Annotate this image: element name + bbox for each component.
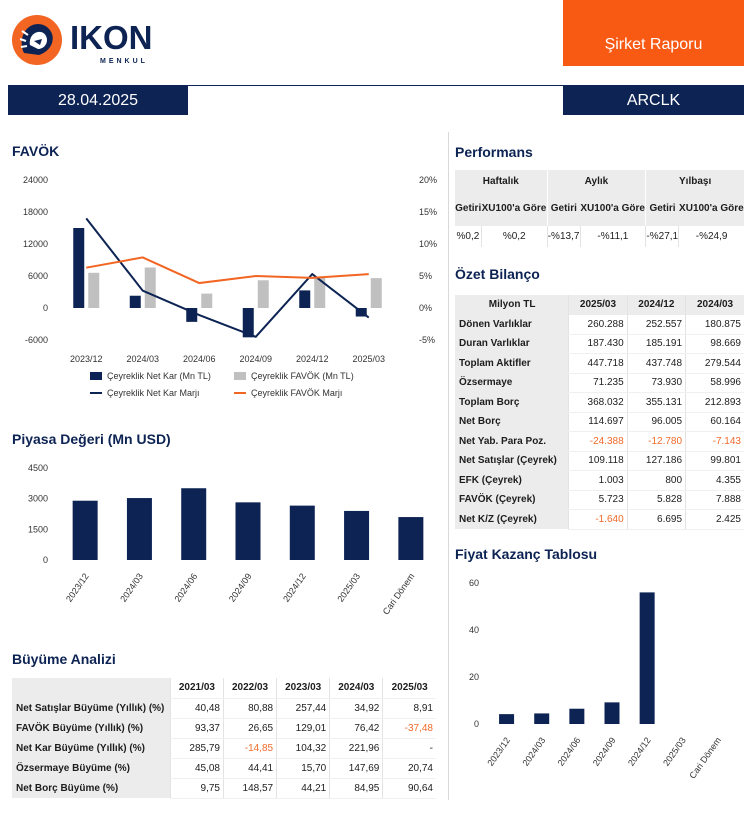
- performance-subheader-row: [455, 192, 744, 226]
- performance-subheader: Getiri: [646, 192, 679, 226]
- performance-value: %0,2: [481, 226, 547, 247]
- pe-tick: 60: [468, 578, 479, 588]
- pe-bar: [569, 709, 584, 724]
- balance-cell: 5.828: [627, 490, 685, 510]
- balance-column-header: 2025/03: [569, 295, 627, 315]
- growth-cell: 257,44: [277, 698, 330, 718]
- market-value-x-label: Cari Dönem: [380, 571, 417, 617]
- balance-cell: 260.288: [569, 315, 627, 335]
- balance-cell: 127.186: [627, 451, 685, 471]
- balance-cell: 252.557: [627, 315, 685, 335]
- balance-row: [455, 393, 744, 413]
- performance-subheader: XU100'a Göre: [580, 192, 646, 226]
- favok-left-tick: 18000: [22, 207, 48, 217]
- balance-row-label: Toplam Aktifler: [455, 354, 569, 374]
- pe-bar: [640, 592, 655, 724]
- performance-group-weekly: Haftalık: [455, 170, 547, 192]
- balance-cell: 96.005: [627, 412, 685, 432]
- performance-subheader: Getiri: [455, 192, 481, 226]
- market-value-x-label: 2023/12: [63, 571, 91, 604]
- balance-row-label: Net K/Z (Çeyrek): [455, 510, 569, 530]
- performance-value: -%13,7: [547, 226, 580, 247]
- growth-cell: 221,96: [330, 738, 383, 758]
- balance-cell: -7.143: [686, 432, 744, 452]
- growth-cell: 76,42: [330, 718, 383, 738]
- balance-row-label: Toplam Borç: [455, 393, 569, 413]
- balance-table: [455, 295, 744, 530]
- balance-cell: 114.697: [569, 412, 627, 432]
- company-logo: [12, 15, 172, 65]
- balance-cell: 60.164: [686, 412, 744, 432]
- growth-cell: -: [383, 738, 436, 758]
- performance-subheader: XU100'a Göre: [481, 192, 547, 226]
- balance-row-label: Duran Varlıklar: [455, 334, 569, 354]
- balance-row: [455, 412, 744, 432]
- growth-cell: 9,75: [170, 778, 223, 798]
- growth-cell: -37,48: [383, 718, 436, 738]
- net-profit-bar: [299, 290, 310, 308]
- balance-cell: 447.718: [569, 354, 627, 374]
- net-profit-bar: [73, 228, 84, 308]
- market-value-title: Piyasa Değeri (Mn USD): [12, 431, 171, 447]
- balance-cell: 7.888: [686, 490, 744, 510]
- market-value-x-label: 2025/03: [335, 571, 363, 604]
- pe-x-label: Cari Dönem: [687, 735, 724, 781]
- pe-x-label: 2024/09: [590, 735, 618, 768]
- growth-cell: -14,85: [223, 738, 276, 758]
- balance-row: [455, 432, 744, 452]
- legend-swatch: [234, 372, 246, 380]
- growth-cell: 15,70: [277, 758, 330, 778]
- market-value-tick: 3000: [27, 493, 48, 504]
- legend-label: Çeyreklik Net Kar (Mn TL): [107, 371, 211, 381]
- favok-title: FAVÖK: [12, 143, 60, 159]
- legend-swatch: [90, 372, 102, 380]
- balance-header-row: [455, 295, 744, 315]
- pe-tick: 40: [468, 625, 479, 635]
- favok-right-tick: 20%: [419, 175, 438, 185]
- performance-group-ytd: Yılbaşı: [646, 170, 744, 192]
- growth-table: [12, 678, 436, 799]
- growth-cell: 104,32: [277, 738, 330, 758]
- logo-wordmark: IKON: [70, 19, 153, 56]
- favok-bar: [145, 267, 156, 308]
- pe-tick: 20: [468, 672, 479, 682]
- growth-row-label: Net Kar Büyüme (Yıllık) (%): [12, 738, 170, 758]
- growth-cell: 44,21: [277, 778, 330, 798]
- growth-cell: 40,48: [170, 698, 223, 718]
- favok-chart: [12, 168, 442, 408]
- balance-cell: 2.425: [686, 510, 744, 530]
- market-value-x-label: 2024/09: [226, 571, 254, 604]
- balance-header-label: Milyon TL: [455, 295, 569, 315]
- growth-cell: 148,57: [223, 778, 276, 798]
- pe-bar: [605, 702, 620, 724]
- balance-cell: 355.131: [627, 393, 685, 413]
- balance-row: [455, 510, 744, 530]
- growth-row-label: Net Borç Büyüme (%): [12, 778, 170, 798]
- pe-x-label: 2024/03: [520, 735, 548, 768]
- pe-x-label: 2025/03: [661, 735, 688, 768]
- balance-row: [455, 451, 744, 471]
- favok-left-tick: 12000: [22, 239, 48, 249]
- pe-tick: 0: [473, 719, 479, 729]
- performance-group-monthly: Aylık: [547, 170, 646, 192]
- balance-row: [455, 373, 744, 393]
- column-divider: [448, 132, 449, 800]
- market-value-chart: [12, 458, 442, 638]
- pe-x-label: 2024/12: [625, 735, 653, 768]
- growth-row-label: Özsermaye Büyüme (%): [12, 758, 170, 778]
- balance-row: [455, 315, 744, 335]
- favok-right-tick: 0%: [419, 303, 433, 313]
- balance-cell: 279.544: [686, 354, 744, 374]
- growth-cell: 45,08: [170, 758, 223, 778]
- performance-value-row: [455, 226, 744, 247]
- balance-cell: 6.695: [627, 510, 685, 530]
- growth-cell: 26,65: [223, 718, 276, 738]
- balance-cell: 4.355: [686, 471, 744, 491]
- growth-column-header: 2022/03: [223, 678, 276, 698]
- favok-left-tick: 6000: [27, 271, 48, 281]
- favok-x-label: 2024/06: [182, 354, 216, 364]
- market-value-bar: [290, 506, 315, 560]
- balance-cell: 1.003: [569, 471, 627, 491]
- favok-right-tick: 10%: [419, 239, 438, 249]
- balance-cell: 5.723: [569, 490, 627, 510]
- market-value-x-label: 2024/03: [118, 571, 146, 604]
- balance-column-header: 2024/03: [686, 295, 744, 315]
- favok-right-tick: -5%: [419, 335, 436, 345]
- legend-label: Çeyreklik FAVÖK Marjı: [251, 388, 343, 398]
- market-value-bar: [73, 501, 98, 560]
- balance-cell: 58.996: [686, 373, 744, 393]
- growth-cell: 44,41: [223, 758, 276, 778]
- growth-header-row: [12, 678, 436, 698]
- balance-cell: 99.801: [686, 451, 744, 471]
- growth-row-label: FAVÖK Büyüme (Yıllık) (%): [12, 718, 170, 738]
- balance-cell: -1.640: [569, 510, 627, 530]
- balance-row-label: EFK (Çeyrek): [455, 471, 569, 491]
- favok-x-label: 2025/03: [352, 354, 386, 364]
- growth-header-blank: [12, 678, 170, 698]
- performance-group-row: [455, 170, 744, 192]
- growth-cell: 34,92: [330, 698, 383, 718]
- balance-cell: 368.032: [569, 393, 627, 413]
- favok-left-tick: 24000: [22, 175, 48, 185]
- growth-column-header: 2025/03: [383, 678, 436, 698]
- report-type-label: Şirket Raporu: [604, 36, 703, 53]
- balance-cell: 185.191: [627, 334, 685, 354]
- favok-right-tick: 5%: [419, 271, 433, 281]
- balance-cell: 180.875: [686, 315, 744, 335]
- growth-column-header: 2021/03: [170, 678, 223, 698]
- ticker-symbol: ARCLK: [563, 86, 744, 115]
- growth-cell: 147,69: [330, 758, 383, 778]
- favok-left-tick: -6000: [24, 335, 48, 345]
- report-date: 28.04.2025: [8, 86, 188, 115]
- legend-label: Çeyreklik Net Kar Marjı: [107, 388, 200, 398]
- growth-row: [12, 738, 436, 758]
- balance-row: [455, 334, 744, 354]
- logo-subtitle: MENKUL: [100, 58, 148, 65]
- growth-cell: 8,91: [383, 698, 436, 718]
- favok-x-label: 2023/12: [69, 354, 103, 364]
- growth-title: Büyüme Analizi: [12, 651, 116, 667]
- favok-bar: [88, 273, 99, 308]
- growth-cell: 80,88: [223, 698, 276, 718]
- favok-x-label: 2024/09: [239, 354, 273, 364]
- pe-bar: [534, 713, 549, 724]
- balance-row: [455, 354, 744, 374]
- market-value-bar: [181, 488, 206, 560]
- balance-row-label: Dönen Varlıklar: [455, 315, 569, 335]
- growth-column-header: 2023/03: [277, 678, 330, 698]
- balance-row: [455, 490, 744, 510]
- market-value-x-label: 2024/12: [281, 571, 308, 604]
- market-value-bar: [344, 511, 369, 560]
- balance-title: Özet Bilanço: [455, 266, 540, 282]
- market-value-tick: 1500: [27, 524, 48, 535]
- performance-subheader: Getiri: [547, 192, 580, 226]
- performance-value: %0,2: [455, 226, 481, 247]
- performance-title: Performans: [455, 144, 533, 160]
- balance-row-label: Net Borç: [455, 412, 569, 432]
- balance-cell: 98.669: [686, 334, 744, 354]
- balance-cell: 187.430: [569, 334, 627, 354]
- legend-label: Çeyreklik FAVÖK (Mn TL): [251, 371, 354, 381]
- pe-bar: [499, 714, 514, 724]
- market-value-bar: [127, 498, 152, 560]
- balance-cell: -12.780: [627, 432, 685, 452]
- lion-logo-icon: [12, 15, 62, 65]
- performance-value: -%27,1: [646, 226, 679, 247]
- favok-bar: [371, 278, 382, 308]
- balance-cell: 800: [627, 471, 685, 491]
- pe-chart: [455, 572, 745, 782]
- balance-row-label: FAVÖK (Çeyrek): [455, 490, 569, 510]
- growth-row: [12, 718, 436, 738]
- balance-cell: 73.930: [627, 373, 685, 393]
- performance-value: -%11,1: [580, 226, 646, 247]
- favok-right-tick: 15%: [419, 207, 438, 217]
- pe-x-label: 2024/06: [555, 735, 583, 768]
- favok-bar: [201, 294, 212, 308]
- favok-left-tick: 0: [42, 303, 48, 313]
- favok-margin-line: [86, 257, 369, 283]
- favok-x-label: 2024/12: [295, 354, 329, 364]
- balance-row-label: Özsermaye: [455, 373, 569, 393]
- favok-bar: [258, 280, 269, 308]
- market-value-bar: [398, 517, 423, 560]
- balance-row-label: Net Yab. Para Poz.: [455, 432, 569, 452]
- performance-value: -%24,9: [679, 226, 744, 247]
- balance-cell: 71.235: [569, 373, 627, 393]
- growth-column-header: 2024/03: [330, 678, 383, 698]
- growth-cell: 93,37: [170, 718, 223, 738]
- growth-cell: 90,64: [383, 778, 436, 798]
- market-value-tick: 4500: [27, 463, 48, 473]
- growth-cell: 84,95: [330, 778, 383, 798]
- pe-x-label: 2023/12: [485, 735, 513, 768]
- balance-cell: 212.893: [686, 393, 744, 413]
- performance-subheader: XU100'a Göre: [679, 192, 744, 226]
- favok-x-label: 2024/03: [126, 354, 160, 364]
- market-value-bar: [236, 502, 261, 560]
- balance-row: [455, 471, 744, 491]
- balance-column-header: 2024/12: [627, 295, 685, 315]
- performance-table: [455, 170, 744, 247]
- balance-cell: -24.388: [569, 432, 627, 452]
- balance-row-label: Net Satışlar (Çeyrek): [455, 451, 569, 471]
- market-value-x-label: 2024/06: [172, 571, 200, 604]
- balance-cell: 437.748: [627, 354, 685, 374]
- growth-row: [12, 698, 436, 718]
- market-value-tick: 0: [42, 555, 48, 565]
- growth-cell: 129,01: [277, 718, 330, 738]
- report-type-badge: [563, 0, 744, 66]
- balance-cell: 109.118: [569, 451, 627, 471]
- growth-row: [12, 778, 436, 798]
- growth-row-label: Net Satışlar Büyüme (Yıllık) (%): [12, 698, 170, 718]
- growth-cell: 20,74: [383, 758, 436, 778]
- growth-cell: 285,79: [170, 738, 223, 758]
- pe-title: Fiyat Kazanç Tablosu: [455, 546, 598, 562]
- net-profit-bar: [130, 296, 141, 308]
- growth-row: [12, 758, 436, 778]
